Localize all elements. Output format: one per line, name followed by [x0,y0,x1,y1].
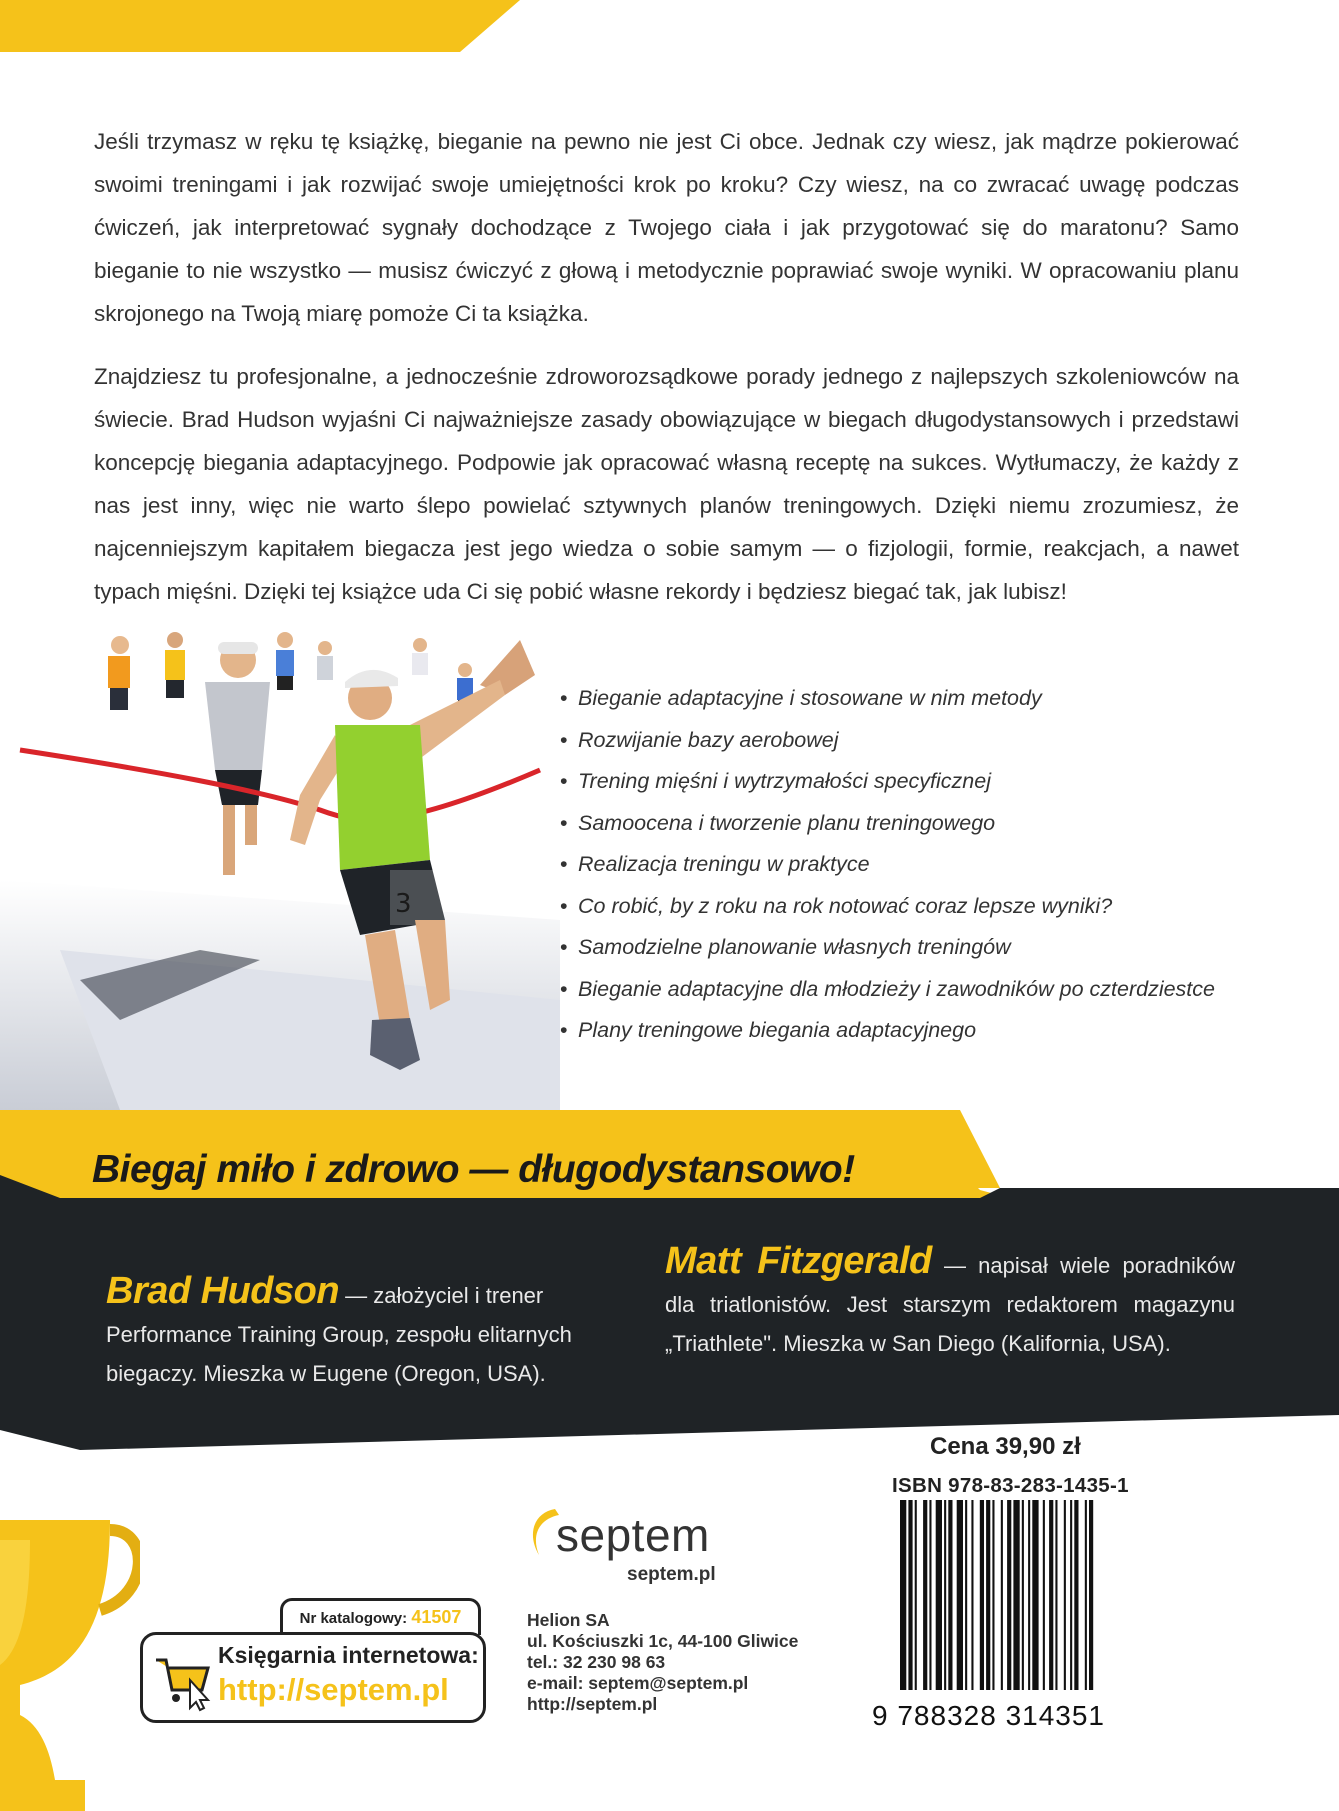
barcode-bar [1074,1500,1078,1690]
publisher-tel: tel.: 32 230 98 63 [527,1652,666,1672]
list-item: • Rozwijanie bazy aerobowej [560,720,1280,762]
barcode-bar [971,1500,973,1690]
intro-paragraph-1: Jeśli trzymasz w ręku tę książkę, bieganie na pewno nie jest Ci obce. Jednak czy wiesz, jak mądrze pokierować swoimi treningami i jak rozwijać swoje umiejętności krok po kroku? Czy wiesz, na co zwracać uwagę podczas ćwiczeń, jak interpretować sygnały dochodzące z Twojego ciała i jak przygotować się do maratonu? Samo bieganie to nie wszystko — musisz ćwiczyć z głową i metodycznie poprawiać swoje wyniki. W opracowaniu planu skrojonego na Twoją miarę pomoże Ci ta książka. [94,129,1239,326]
barcode-bar [1064,1500,1066,1690]
barcode-bar [1032,1500,1038,1690]
trophy-icon [0,1500,140,1811]
author-bio: — założyciel i trener Performance Training Group, zespołu elitarnych biegaczy. Mieszka w Eugene (Oregon, USA). [106,1283,572,1386]
bullet-icon: • [560,810,568,835]
bullet-icon: • [560,893,568,918]
author-matt-fitzgerald [665,1240,1235,1363]
list-item: • Trening mięśni i wytrzymałości specyficznej [560,761,1280,803]
barcode-bar [980,1500,984,1690]
grey-runner [205,642,270,875]
bullet-icon: • [560,1018,568,1042]
barcode-bar [1013,1500,1019,1690]
shop-url-link[interactable]: http://septem.pl [218,1672,449,1707]
author-brad-hudson [106,1270,576,1393]
catalog-number-tab [280,1598,481,1635]
barcode-bar [1028,1500,1030,1690]
barcode-bar [944,1500,946,1690]
bullet-icon: • [560,852,568,876]
barcode-bar [986,1500,990,1690]
barcode-bar [957,1500,963,1690]
shopping-cart-icon [152,1650,214,1712]
list-item: • Co robić, by z roku na rok notować coraz lepsze wyniki? [560,886,1280,928]
barcode-bar [1043,1500,1045,1690]
barcode-bar [965,1500,967,1690]
barcode-bar [1089,1500,1093,1690]
list-item: • Plany treningowe biegania adaptacyjnego [560,1010,1280,1052]
publisher-name: Helion SA [527,1610,610,1630]
barcode-bar [1070,1500,1072,1690]
barcode-bar [1022,1500,1024,1690]
slogan: Biegaj miło i zdrowo — długodystansowo! [92,1148,855,1191]
barcode-bar [908,1500,912,1690]
author-name: Matt Fitzgerald [665,1240,932,1282]
author-name: Brad Hudson [106,1270,340,1312]
barcode-bar [1001,1500,1003,1690]
bullet-icon: • [560,769,568,793]
list-item: • Bieganie adaptacyjne dla młodzieży i zawodników po czterdziestce [560,969,1280,1011]
publisher-web[interactable]: http://septem.pl [527,1694,658,1714]
catalog-number: 41507 [411,1607,462,1627]
barcode-bar [948,1500,952,1690]
barcode-bar [992,1500,994,1690]
barcode-bar [929,1500,931,1690]
publisher-info [527,1610,798,1715]
bullet-icon: • [560,935,568,959]
septem-site: septem.pl [627,1564,716,1585]
background-runners [108,632,473,714]
barcode-bar [1085,1500,1087,1690]
runners-illustration [0,620,560,1110]
septem-wordmark: septem [556,1509,710,1561]
runner-number: 3 [395,889,412,919]
publisher-email[interactable]: e-mail: septem@septem.pl [527,1673,749,1693]
list-item: • Samodzielne planowanie własnych treningów [560,927,1280,969]
barcode-bar [1055,1500,1057,1690]
price: Cena 39,90 zł [930,1433,1081,1460]
barcode-bar [923,1500,927,1690]
author-bio: — napisał wiele poradników dla triatlonistów. Jest starszym redaktorem magazynu „Triathlete". Mieszka w San Diego (Kalifornia, USA). [665,1253,1235,1356]
bullet-icon: • [560,727,568,752]
finish-ribbon [20,750,540,820]
barcode-bar [936,1500,942,1690]
barcode-bar [900,1500,906,1690]
catalog-label: Nr katalogowy: [299,1610,412,1627]
list-item: • Samoocena i tworzenie planu treningowego [560,803,1280,845]
bullet-icon: • [560,686,568,710]
list-item: • Realizacja treningu w praktyce [560,844,1280,886]
features-list [560,678,1280,1052]
barcode [892,1500,1147,1700]
barcode-digits: 9 788328 314351 [872,1700,1105,1731]
barcode-bar [1007,1500,1011,1690]
isbn: ISBN 978-83-283-1435-1 [892,1474,1129,1497]
barcode-bar [915,1500,917,1690]
shop-label: Księgarnia internetowa: [218,1642,479,1668]
publisher-address: ul. Kościuszki 1c, 44-100 Gliwice [527,1631,799,1651]
intro-paragraph-2: Znajdziesz tu profesjonalne, a jednocześnie zdroworozsądkowe porady jednego z najlepszych szkoleniowców na świecie. Brad Hudson wyjaśni Ci najważniejsze zasady obowiązujące w biegach długodystansowych i przedstawi koncepcję biegania adaptacyjnego. Podpowie jak opracować własną receptę na sukces. Wytłumaczy, że każdy z nas jest inny, więc nie warto ślepo powielać sztywnych planów treningowych. Dzięki niemu zrozumiesz, że najcenniejszym kapitałem biegacza jest jego wiedza o sobie samym — o fizjologii, formie, reakcjach, a nawet typach mięśni. Dzięki tej książce uda Ci się pobić własne rekordy i będziesz biegać tak, jak lubisz! [94,364,1239,604]
top-yellow-shape [0,0,1339,60]
barcode-bar [1049,1500,1053,1690]
bullet-icon: • [560,976,568,1001]
list-item: • Bieganie adaptacyjne i stosowane w nim metody [560,678,1280,720]
